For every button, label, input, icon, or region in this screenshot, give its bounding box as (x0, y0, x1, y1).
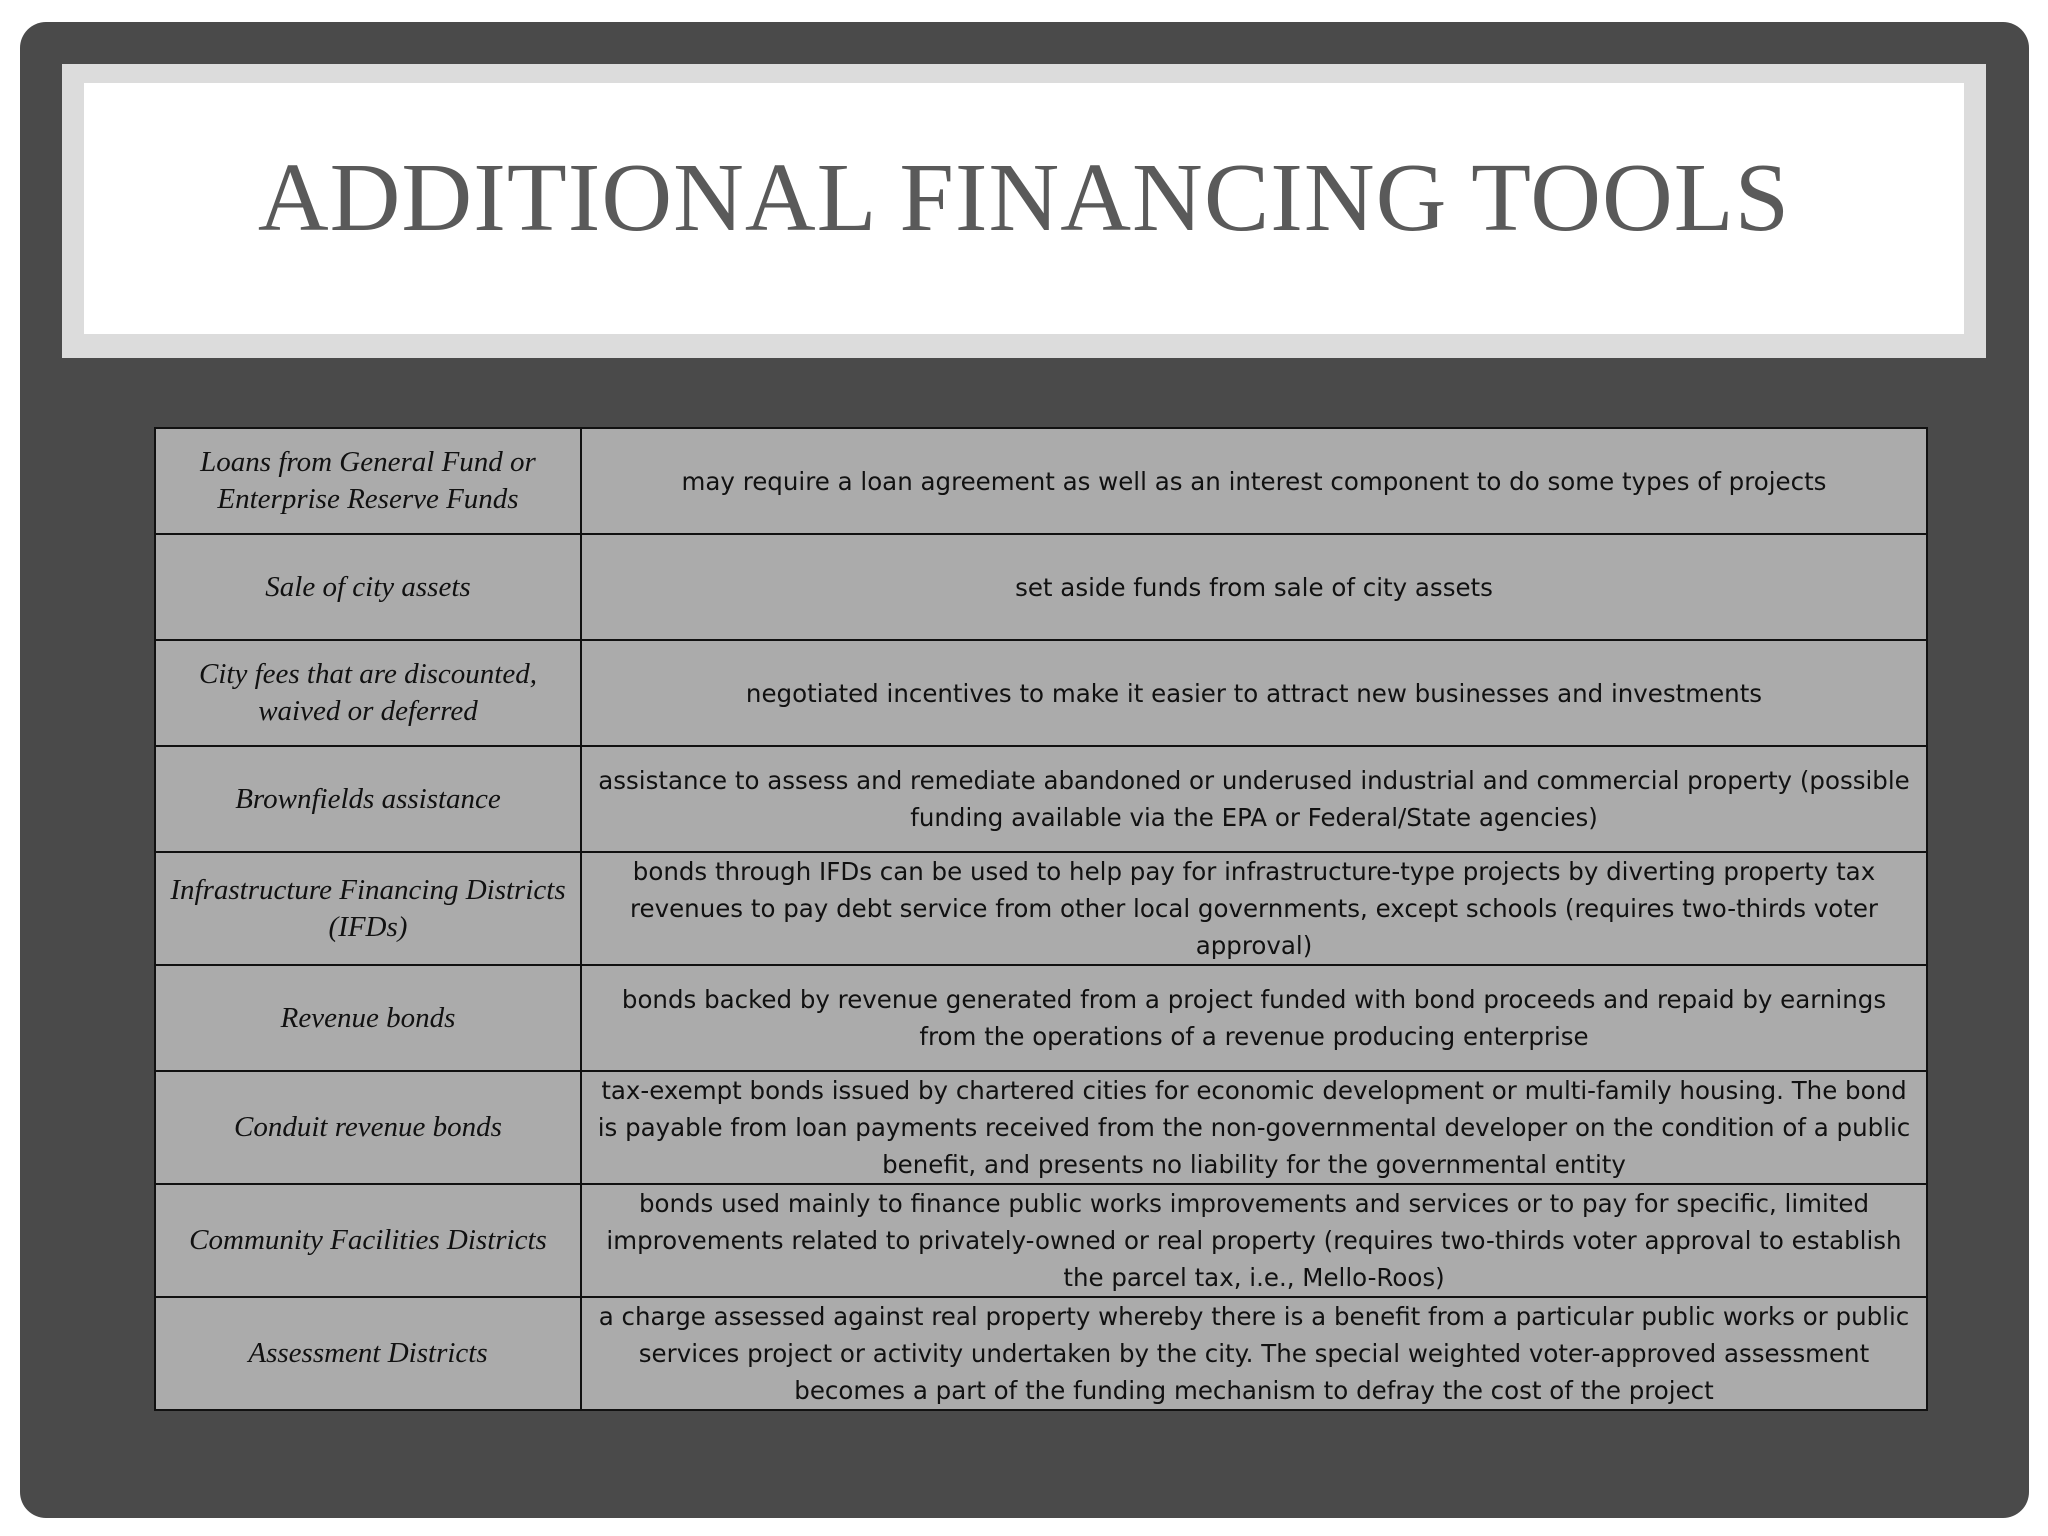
term-cell: Brownfields assistance (155, 746, 581, 852)
term-cell: Infrastructure Financing Districts (IFDs) (155, 852, 581, 965)
description-cell: bonds used mainly to finance public works improvements and services or to pay for specific, limited improvements related to privately-owned or real property (requires two-thirds voter approval to establish the parcel tax, i.e., Mello-Roos) (581, 1184, 1927, 1297)
description-cell: bonds backed by revenue generated from a project funded with bond proceeds and repaid by earnings from the operations of a revenue producing enterprise (581, 965, 1927, 1071)
description-cell: bonds through IFDs can be used to help pay for infrastructure-type projects by diverting property tax revenues to pay debt service from other local governments, except schools (requires two-thirds voter approval) (581, 852, 1927, 965)
term-cell: Community Facilities Districts (155, 1184, 581, 1297)
table-row (155, 428, 1927, 534)
term-cell: Assessment Districts (155, 1297, 581, 1410)
description-cell: assistance to assess and remediate abandoned or underused industrial and commercial property (possible funding available via the EPA or Federal/State agencies) (581, 746, 1927, 852)
table-row (155, 1071, 1927, 1184)
table-row (155, 1297, 1927, 1410)
term-cell: Conduit revenue bonds (155, 1071, 581, 1184)
title-panel (84, 83, 1964, 334)
description-cell: a charge assessed against real property whereby there is a benefit from a particular public works or public services project or activity undertaken by the city. The special weighted voter-approved assessment becomes a part of the funding mechanism to defray the cost of the project (581, 1297, 1927, 1410)
term-cell: Sale of city assets (155, 534, 581, 640)
description-cell: tax-exempt bonds issued by chartered cities for economic development or multi-family housing. The bond is payable from loan payments received from the non-governmental developer on the condition of a public benefit, and presents no liability for the governmental entity (581, 1071, 1927, 1184)
term-cell: City fees that are discounted, waived or deferred (155, 640, 581, 746)
description-cell: set aside funds from sale of city assets (581, 534, 1927, 640)
description-cell: may require a loan agreement as well as an interest component to do some types of projects (581, 428, 1927, 534)
table-row (155, 1184, 1927, 1297)
table-row (155, 640, 1927, 746)
table-row (155, 965, 1927, 1071)
table-row (155, 852, 1927, 965)
financing-tools-table (154, 427, 1928, 1411)
table-row (155, 534, 1927, 640)
table-row (155, 746, 1927, 852)
term-cell: Revenue bonds (155, 965, 581, 1071)
description-cell: negotiated incentives to make it easier to attract new businesses and investments (581, 640, 1927, 746)
term-cell: Loans from General Fund or Enterprise Reserve Funds (155, 428, 581, 534)
slide-title: ADDITIONAL FINANCING TOOLS (257, 143, 1791, 252)
